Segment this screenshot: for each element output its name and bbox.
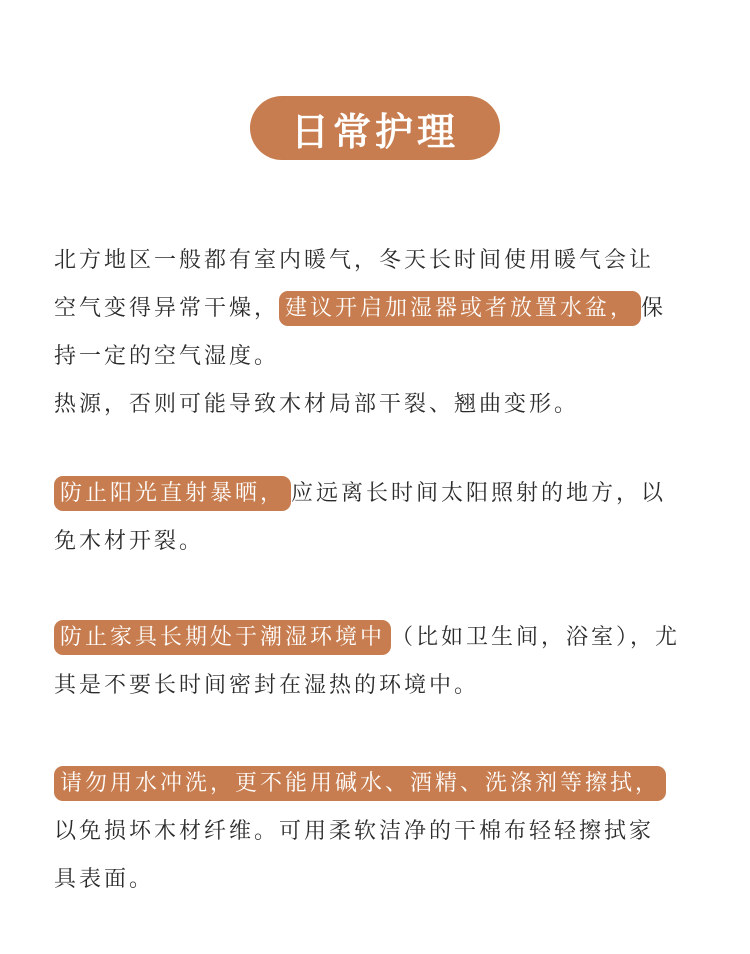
text-run: 应远离长时间太阳照射的地方，以 xyxy=(291,481,667,506)
text-run: 北方地区一般都有室内暖气，冬天长时间使用暖气会让 xyxy=(54,248,655,273)
text-line xyxy=(54,760,704,808)
paragraph-heating xyxy=(54,237,704,429)
text-line xyxy=(54,470,704,518)
text-line xyxy=(54,614,704,662)
highlight-humidifier: 建议开启加湿器或者放置水盆， xyxy=(279,291,641,326)
paragraph-cleaning xyxy=(54,760,704,904)
text-run: 空气变得异常干燥， xyxy=(54,296,280,321)
text-line xyxy=(54,662,704,710)
text-run: （比如卫生间，浴室），尤 xyxy=(391,625,681,650)
text-run: 热源，否则可能导致木材局部干裂、翘曲变形。 xyxy=(54,392,580,417)
page-title: 日常护理 xyxy=(250,96,500,160)
text-line xyxy=(54,237,704,285)
text-line xyxy=(54,381,704,429)
text-line xyxy=(54,518,704,566)
text-line xyxy=(54,285,704,333)
highlight-humidity: 防止家具长期处于潮湿环境中 xyxy=(54,620,391,655)
text-line xyxy=(54,856,704,904)
text-line xyxy=(54,808,704,856)
highlight-sunlight: 防止阳光直射暴晒， xyxy=(54,476,291,511)
text-run: 其是不要长时间密封在湿热的环境中。 xyxy=(54,673,480,698)
text-run: 持一定的空气湿度。 xyxy=(54,344,280,369)
highlight-no-water: 请勿用水冲洗，更不能用碱水、酒精、洗涤剂等擦拭， xyxy=(54,766,666,801)
text-run: 保 xyxy=(641,296,667,321)
paragraph-humidity xyxy=(54,614,704,710)
text-line xyxy=(54,333,704,381)
paragraph-sunlight xyxy=(54,470,704,566)
text-run: 具表面。 xyxy=(54,867,155,892)
text-run: 免木材开裂。 xyxy=(54,529,205,554)
text-run: 以免损坏木材纤维。可用柔软洁净的干棉布轻轻擦拭家 xyxy=(54,819,655,844)
